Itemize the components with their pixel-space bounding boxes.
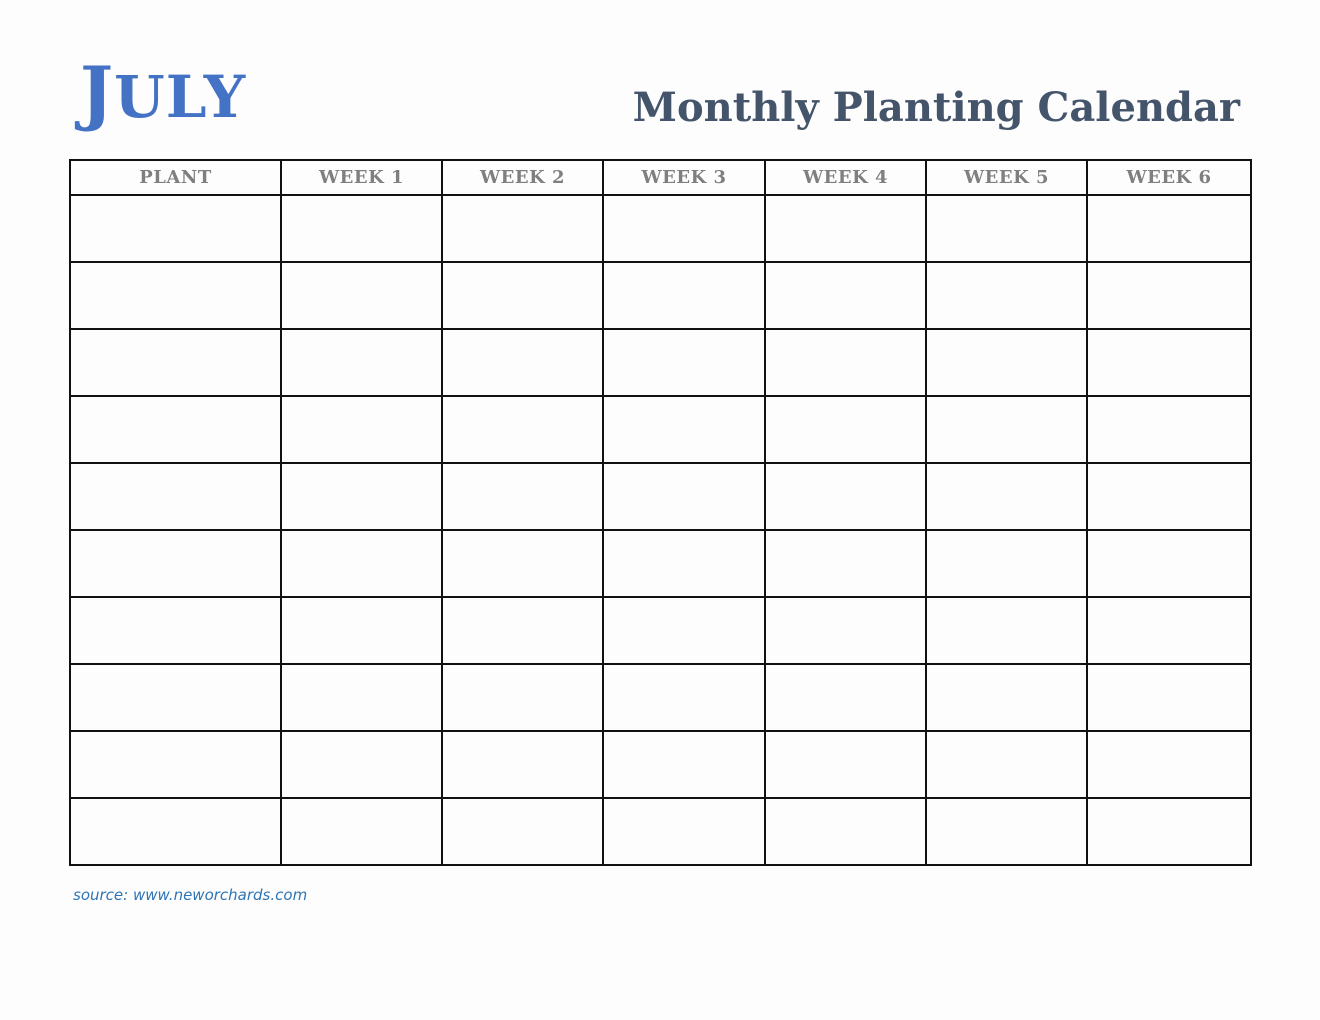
week-cell[interactable] xyxy=(926,798,1087,865)
week-cell[interactable] xyxy=(442,463,603,530)
calendar-subtitle: Monthly Planting Calendar xyxy=(632,84,1240,131)
week-cell[interactable] xyxy=(603,798,765,865)
table-row xyxy=(70,798,1251,865)
week-cell[interactable] xyxy=(281,731,442,798)
plant-cell[interactable] xyxy=(70,329,281,396)
week-cell[interactable] xyxy=(765,396,926,463)
table-row xyxy=(70,195,1251,262)
table-row xyxy=(70,396,1251,463)
week-cell[interactable] xyxy=(765,262,926,329)
week-cell[interactable] xyxy=(926,195,1087,262)
week-cell[interactable] xyxy=(765,731,926,798)
week-cell[interactable] xyxy=(1087,195,1251,262)
column-header-week-3: WEEK 3 xyxy=(603,160,765,195)
week-cell[interactable] xyxy=(926,731,1087,798)
week-cell[interactable] xyxy=(765,597,926,664)
plant-cell[interactable] xyxy=(70,262,281,329)
week-cell[interactable] xyxy=(603,530,765,597)
week-cell[interactable] xyxy=(603,396,765,463)
plant-cell[interactable] xyxy=(70,731,281,798)
source-note: source: www.neworchards.com xyxy=(73,886,308,904)
table-row xyxy=(70,463,1251,530)
plant-cell[interactable] xyxy=(70,463,281,530)
week-cell[interactable] xyxy=(926,597,1087,664)
week-cell[interactable] xyxy=(442,195,603,262)
table-row xyxy=(70,597,1251,664)
plant-cell[interactable] xyxy=(70,396,281,463)
week-cell[interactable] xyxy=(603,731,765,798)
week-cell[interactable] xyxy=(926,664,1087,731)
week-cell[interactable] xyxy=(442,530,603,597)
week-cell[interactable] xyxy=(281,329,442,396)
table-row xyxy=(70,329,1251,396)
week-cell[interactable] xyxy=(1087,664,1251,731)
column-header-week-1: WEEK 1 xyxy=(281,160,442,195)
week-cell[interactable] xyxy=(765,195,926,262)
table-row xyxy=(70,664,1251,731)
week-cell[interactable] xyxy=(281,262,442,329)
week-cell[interactable] xyxy=(1087,731,1251,798)
week-cell[interactable] xyxy=(281,798,442,865)
planting-table xyxy=(69,159,1252,866)
week-cell[interactable] xyxy=(281,664,442,731)
week-cell[interactable] xyxy=(442,798,603,865)
week-cell[interactable] xyxy=(926,396,1087,463)
week-cell[interactable] xyxy=(442,262,603,329)
plant-cell[interactable] xyxy=(70,597,281,664)
week-cell[interactable] xyxy=(765,798,926,865)
week-cell[interactable] xyxy=(603,463,765,530)
week-cell[interactable] xyxy=(1087,597,1251,664)
week-cell[interactable] xyxy=(765,530,926,597)
week-cell[interactable] xyxy=(281,530,442,597)
week-cell[interactable] xyxy=(603,262,765,329)
week-cell[interactable] xyxy=(281,463,442,530)
week-cell[interactable] xyxy=(1087,396,1251,463)
week-cell[interactable] xyxy=(442,597,603,664)
week-cell[interactable] xyxy=(281,396,442,463)
month-title-initial: J xyxy=(80,51,115,134)
week-cell[interactable] xyxy=(1087,262,1251,329)
week-cell[interactable] xyxy=(1087,798,1251,865)
week-cell[interactable] xyxy=(926,262,1087,329)
week-cell[interactable] xyxy=(281,195,442,262)
column-header-week-5: WEEK 5 xyxy=(926,160,1087,195)
week-cell[interactable] xyxy=(442,664,603,731)
week-cell[interactable] xyxy=(603,597,765,664)
week-cell[interactable] xyxy=(765,664,926,731)
plant-cell[interactable] xyxy=(70,530,281,597)
column-header-week-4: WEEK 4 xyxy=(765,160,926,195)
week-cell[interactable] xyxy=(926,463,1087,530)
week-cell[interactable] xyxy=(1087,463,1251,530)
week-cell[interactable] xyxy=(926,530,1087,597)
week-cell[interactable] xyxy=(442,731,603,798)
column-header-week-2: WEEK 2 xyxy=(442,160,603,195)
week-cell[interactable] xyxy=(603,195,765,262)
week-cell[interactable] xyxy=(603,329,765,396)
column-header-plant: PLANT xyxy=(70,160,281,195)
plant-cell[interactable] xyxy=(70,195,281,262)
week-cell[interactable] xyxy=(442,329,603,396)
week-cell[interactable] xyxy=(765,329,926,396)
week-cell[interactable] xyxy=(926,329,1087,396)
table-body xyxy=(70,195,1251,865)
table-row xyxy=(70,530,1251,597)
table-row xyxy=(70,262,1251,329)
plant-cell[interactable] xyxy=(70,664,281,731)
week-cell[interactable] xyxy=(281,597,442,664)
week-cell[interactable] xyxy=(765,463,926,530)
column-header-week-6: WEEK 6 xyxy=(1087,160,1251,195)
plant-cell[interactable] xyxy=(70,798,281,865)
week-cell[interactable] xyxy=(442,396,603,463)
week-cell[interactable] xyxy=(1087,530,1251,597)
table-header-row xyxy=(70,160,1251,195)
table-row xyxy=(70,731,1251,798)
week-cell[interactable] xyxy=(1087,329,1251,396)
month-title xyxy=(80,51,247,134)
week-cell[interactable] xyxy=(603,664,765,731)
month-title-rest: ULY xyxy=(114,63,247,131)
